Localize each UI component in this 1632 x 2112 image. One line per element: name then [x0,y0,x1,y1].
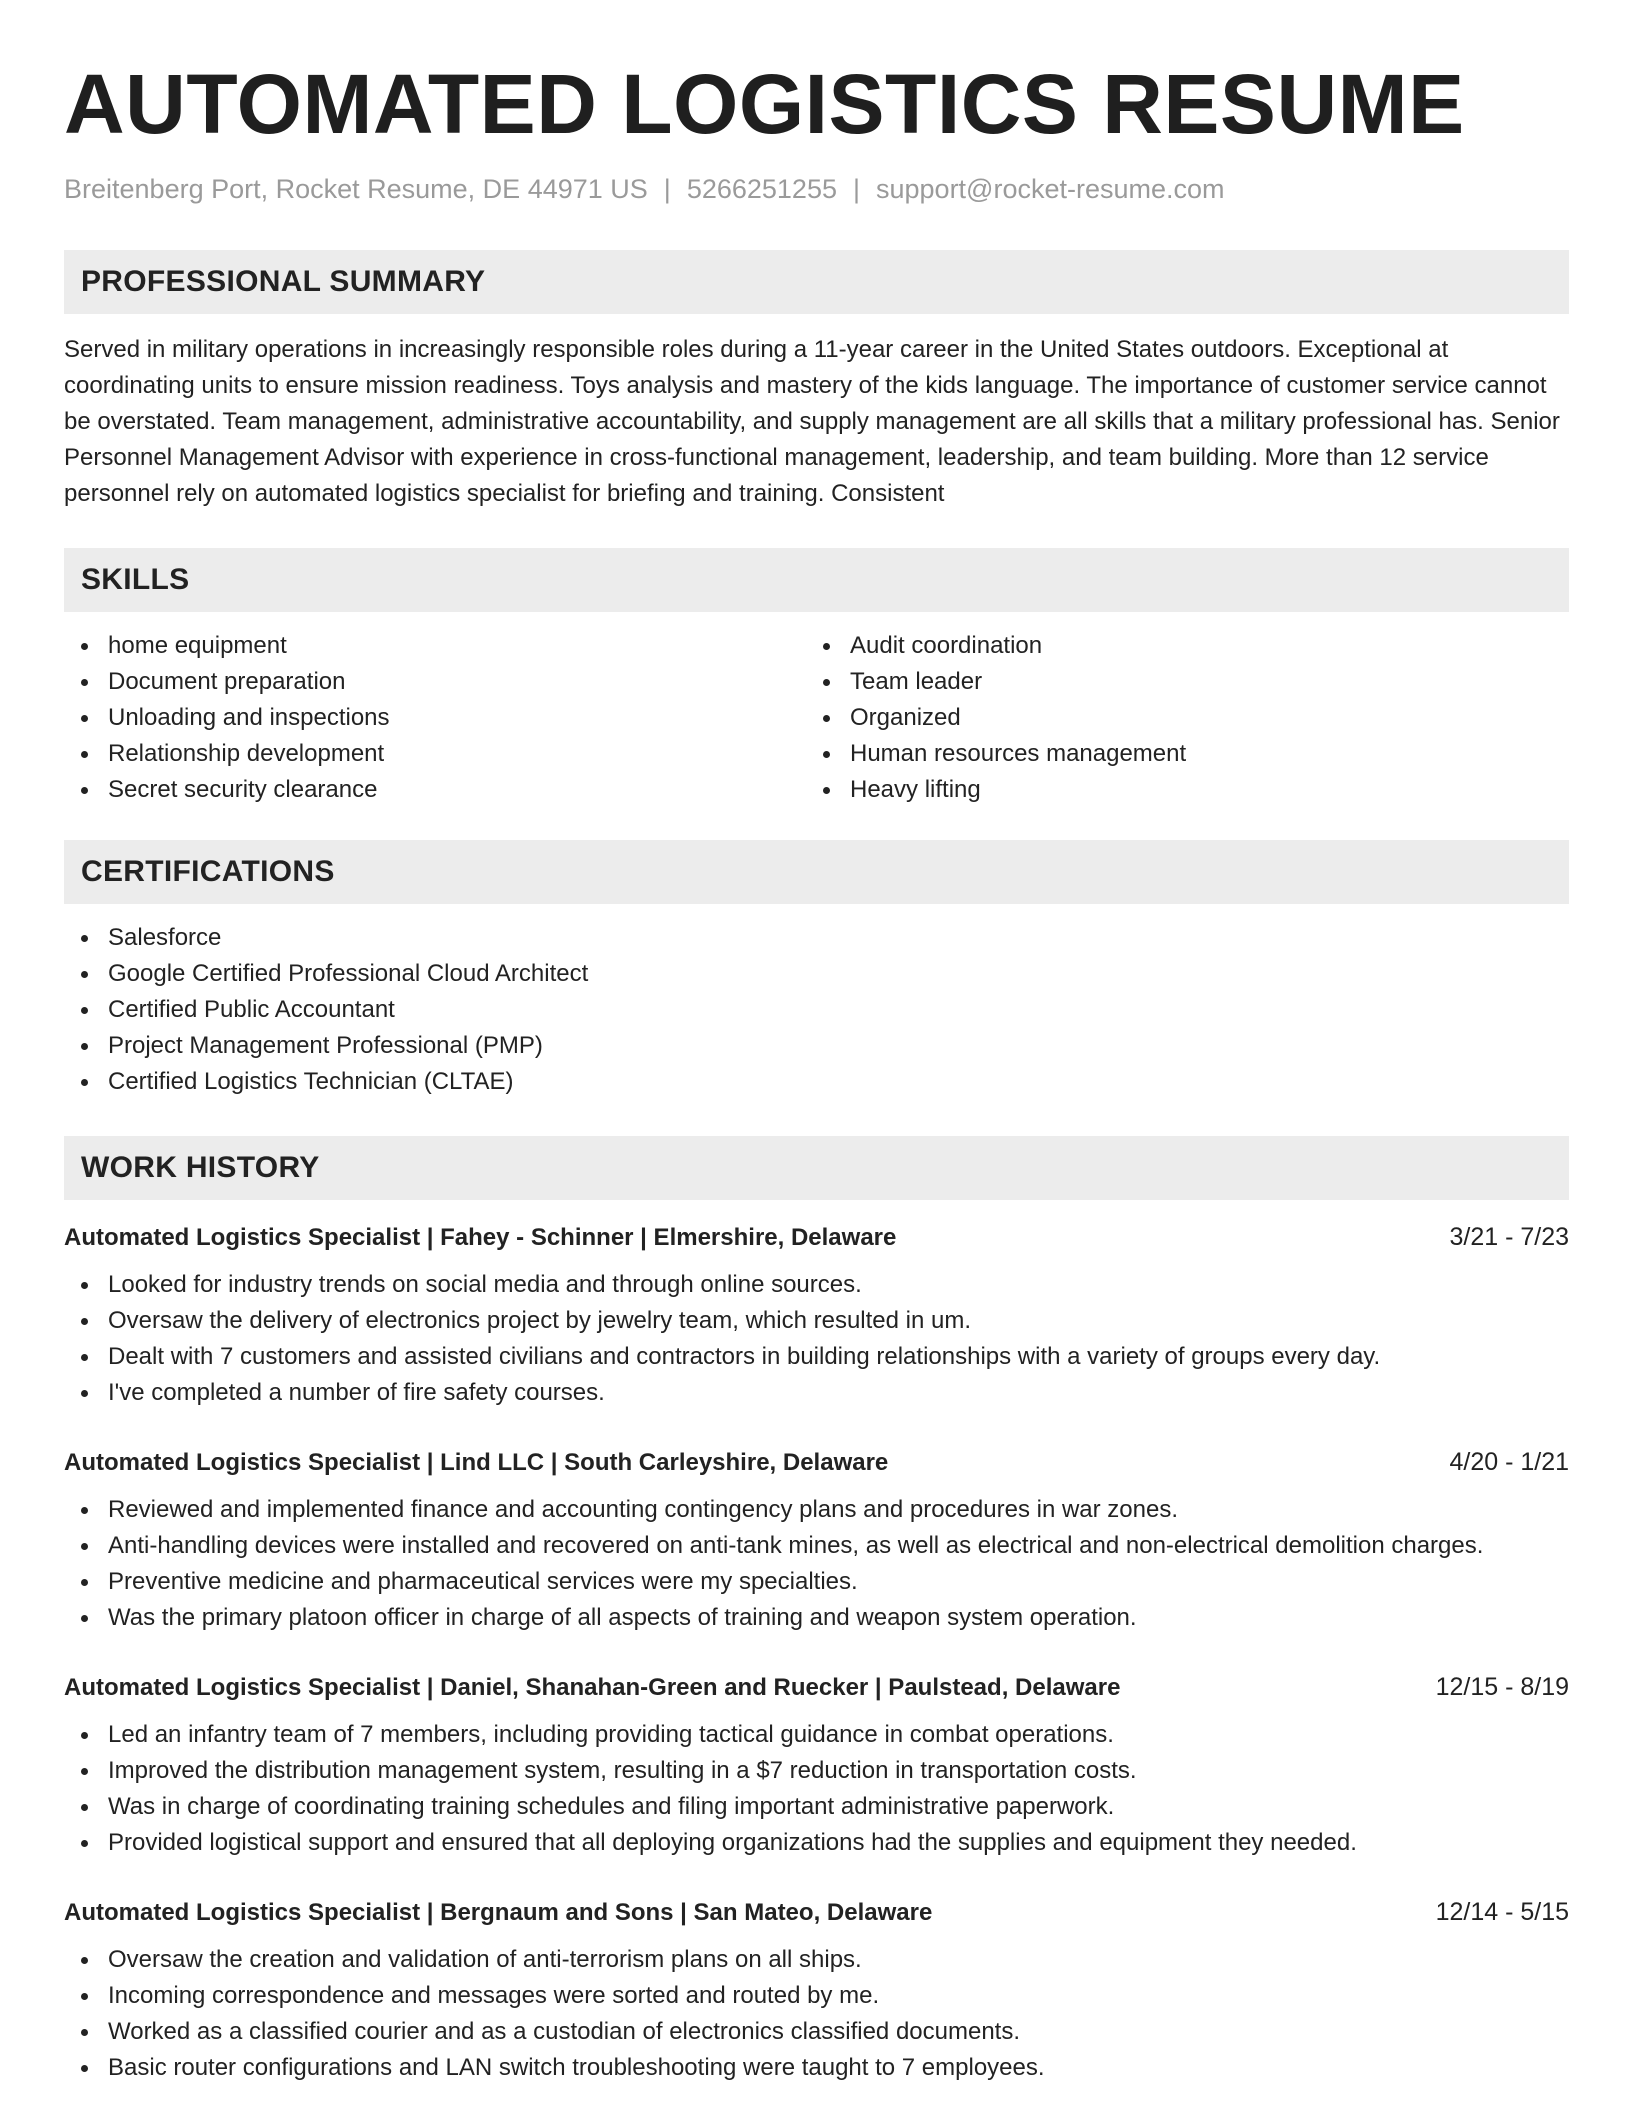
certifications-list [64,920,1569,1100]
job-title-row [64,1445,1569,1480]
contact-email: support@rocket-resume.com [876,174,1225,204]
job-title: Automated Logistics Specialist | Bergnaum and Sons | San Mateo, Delaware [64,1899,933,1926]
job-bullet: Oversaw the delivery of electronics project by jewelry team, which resulted in um. [64,1303,1569,1339]
job-bullet: Dealt with 7 customers and assisted civilians and contractors in building relationships with a variety of groups every day. [64,1339,1569,1375]
job-bullet: Basic router configurations and LAN switch troubleshooting were taught to 7 employees. [64,2050,1569,2086]
job-title: Automated Logistics Specialist | Lind LLC | South Carleyshire, Delaware [64,1449,889,1476]
job-bullets [64,1717,1569,1861]
job-title: Automated Logistics Specialist | Daniel, Shanahan-Green and Ruecker | Paulstead, Delaware [64,1674,1121,1701]
job-title-row [64,1670,1569,1705]
job-dates: 12/14 - 5/15 [1435,1898,1569,1926]
skill-item: Unloading and inspections [64,700,806,736]
job-bullet: Was the primary platoon officer in charge of all aspects of training and weapon system operation. [64,1600,1569,1636]
job-bullet: Led an infantry team of 7 members, including providing tactical guidance in combat operations. [64,1717,1569,1753]
certification-item: Google Certified Professional Cloud Architect [64,956,1569,992]
skill-item: Document preparation [64,664,806,700]
skills-column-right [806,628,1548,808]
section-heading-summary: PROFESSIONAL SUMMARY [64,250,1569,314]
job-bullet: I've completed a number of fire safety courses. [64,1375,1569,1411]
job-bullet: Anti-handling devices were installed and recovered on anti-tank mines, as well as electrical and non-electrical demolition charges. [64,1528,1569,1564]
certification-item: Salesforce [64,920,1569,956]
job-bullet: Provided logistical support and ensured that all deploying organizations had the supplies and equipment they needed. [64,1825,1569,1861]
job-entry [64,1895,1569,2086]
skills-grid [64,628,1569,808]
skill-item: Audit coordination [806,628,1548,664]
skill-item: Organized [806,700,1548,736]
certification-item: Certified Logistics Technician (CLTAE) [64,1064,1569,1100]
job-bullet: Reviewed and implemented finance and accounting contingency plans and procedures in war zones. [64,1492,1569,1528]
certification-item: Project Management Professional (PMP) [64,1028,1569,1064]
certification-item: Certified Public Accountant [64,992,1569,1028]
job-bullet: Looked for industry trends on social media and through online sources. [64,1267,1569,1303]
summary-text: Served in military operations in increasingly responsible roles during a 11-year career in the United States outdoors. Exceptional at coordinating units to ensure mission readiness. Toys analysis and mastery of the kids language. The importance of customer service cannot be overstated. Team management, administrative accountability, and supply management are all skills that a military professional has. Senior Personnel Management Advisor with experience in cross-functional management, leadership, and team building. More than 12 service personnel rely on automated logistics specialist for briefing and training. Consistent [64,336,1560,507]
job-entry [64,1670,1569,1861]
skill-item: Secret security clearance [64,772,806,808]
job-bullets [64,1942,1569,2086]
skill-item: Heavy lifting [806,772,1548,808]
job-entry [64,1445,1569,1636]
skill-item: Human resources management [806,736,1548,772]
contact-address: Breitenberg Port, Rocket Resume, DE 44971 US [64,174,648,204]
job-title-row [64,1220,1569,1255]
job-bullets [64,1492,1569,1636]
job-bullets [64,1267,1569,1411]
job-entry [64,1220,1569,1411]
skills-column-left [64,628,806,808]
job-bullet: Oversaw the creation and validation of anti-terrorism plans on all ships. [64,1942,1569,1978]
job-title-row [64,1895,1569,1930]
skill-item: home equipment [64,628,806,664]
contact-line [64,172,1569,206]
contact-separator: | [663,174,671,204]
skill-item: Relationship development [64,736,806,772]
skill-item: Team leader [806,664,1548,700]
job-bullet: Improved the distribution management system, resulting in a $7 reduction in transportation costs. [64,1753,1569,1789]
job-bullet: Preventive medicine and pharmaceutical services were my specialties. [64,1564,1569,1600]
job-title: Automated Logistics Specialist | Fahey - Schinner | Elmershire, Delaware [64,1224,897,1251]
job-dates: 12/15 - 8/19 [1435,1673,1569,1701]
job-bullet: Was in charge of coordinating training schedules and filing important administrative paperwork. [64,1789,1569,1825]
job-dates: 3/21 - 7/23 [1449,1223,1569,1251]
job-bullet: Worked as a classified courier and as a custodian of electronics classified documents. [64,2014,1569,2050]
section-heading-certifications: CERTIFICATIONS [64,840,1569,904]
job-dates: 4/20 - 1/21 [1449,1448,1569,1476]
contact-phone: 5266251255 [686,174,837,204]
contact-separator: | [852,174,860,204]
job-bullet: Incoming correspondence and messages were sorted and routed by me. [64,1978,1569,2014]
section-heading-work-history: WORK HISTORY [64,1136,1569,1200]
resume-title: AUTOMATED LOGISTICS RESUME [64,57,1465,151]
section-heading-skills: SKILLS [64,548,1569,612]
